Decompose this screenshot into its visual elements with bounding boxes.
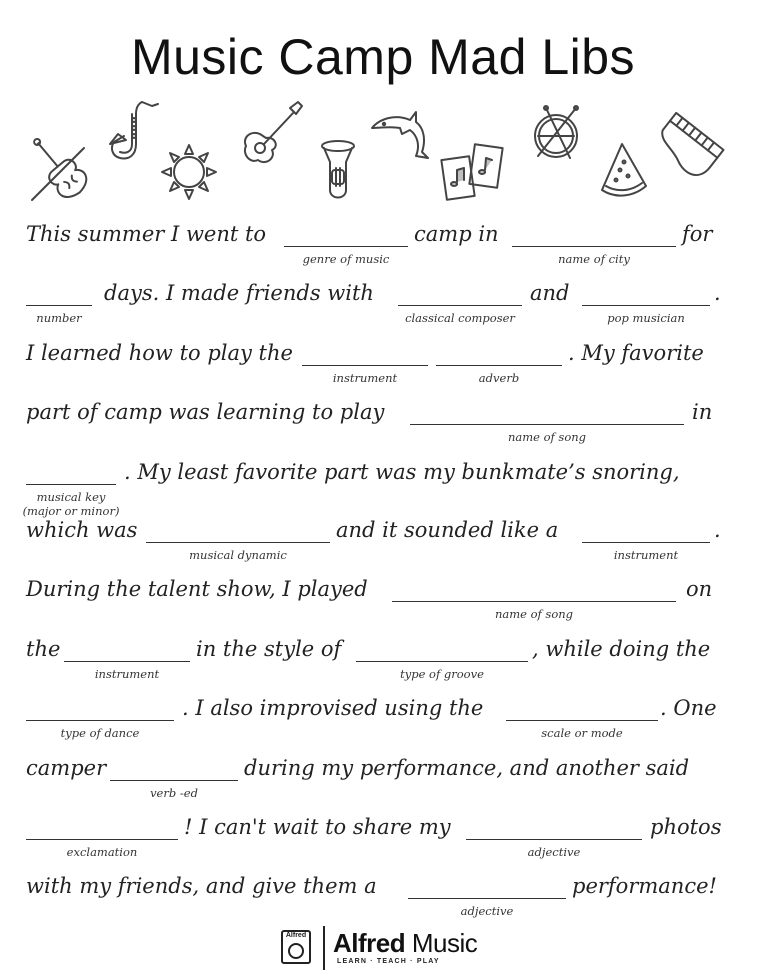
page-title: Music Camp Mad Libs <box>130 29 636 85</box>
madlib-line-1 <box>26 222 726 276</box>
blank-caption: musical dynamic <box>189 548 287 562</box>
blank-caption: genre of music <box>302 252 390 266</box>
line-text: in the style of <box>196 637 342 661</box>
line-text: for <box>682 222 713 246</box>
blank-field[interactable] <box>26 305 92 306</box>
blank-field[interactable] <box>284 246 408 247</box>
logo-divider <box>323 926 325 970</box>
violin-icon <box>24 130 94 209</box>
madlib-line-4 <box>26 400 726 454</box>
blank-field[interactable] <box>356 661 528 662</box>
blank-field[interactable] <box>466 839 642 840</box>
blank-caption: verb -ed <box>150 786 198 800</box>
logo-mark-icon <box>288 943 304 959</box>
guitar-icon <box>238 100 304 174</box>
blank-field[interactable] <box>582 305 710 306</box>
line-text: in <box>692 400 713 424</box>
line-text: . My least favorite part was my bunkmate’s snoring, <box>124 460 680 484</box>
sheet-music-icon <box>440 142 508 206</box>
blank-field[interactable] <box>146 542 330 543</box>
blank-field[interactable] <box>110 780 238 781</box>
footer <box>0 926 766 974</box>
line-text: performance! <box>572 874 717 898</box>
line-text: During the talent show, I played <box>26 577 368 601</box>
blank-field[interactable] <box>436 365 562 366</box>
blank-caption: scale or mode <box>541 726 623 740</box>
watermelon-icon <box>598 140 650 204</box>
blank-caption: instrument <box>94 667 160 681</box>
blank-caption: exclamation <box>66 845 138 859</box>
line-text: the <box>26 637 61 661</box>
line-text: . <box>714 518 721 542</box>
blank-caption: adjective <box>527 845 581 859</box>
madlib-line-5 <box>22 460 726 518</box>
blank-caption: name of song <box>507 430 587 444</box>
dolphin-icon <box>370 108 430 166</box>
blank-caption: type of groove <box>400 667 484 681</box>
blank-caption: musical key <box>36 490 106 504</box>
blank-field[interactable] <box>26 839 178 840</box>
line-text: . I also improvised using the <box>182 696 484 720</box>
alfred-small-logo <box>281 930 311 964</box>
madlib-line-8 <box>26 637 726 691</box>
line-text: This summer I went to <box>26 222 267 246</box>
piano-icon <box>654 108 726 184</box>
line-text: with my friends, and give them a <box>26 874 377 898</box>
madlib-line-12 <box>26 874 726 928</box>
madlib-line-10 <box>26 756 726 810</box>
line-text: . One <box>660 696 717 720</box>
madlib-line-6 <box>26 518 726 572</box>
saxophone-icon <box>102 98 164 168</box>
line-text: camper <box>26 756 107 780</box>
blank-field[interactable] <box>26 720 174 721</box>
blank-caption: instrument <box>332 371 398 385</box>
madlib-line-2 <box>26 281 726 335</box>
blank-field[interactable] <box>302 365 428 366</box>
line-text: , while doing the <box>532 637 711 661</box>
line-text: ! I can't wait to share my <box>184 815 451 839</box>
line-text: and it sounded like a <box>336 518 559 542</box>
drum-icon <box>530 104 584 168</box>
blank-field[interactable] <box>512 246 676 247</box>
line-text: days. I made friends with <box>104 281 374 305</box>
blank-caption: (major or minor) <box>22 504 120 518</box>
line-text: and <box>530 281 570 305</box>
blank-field[interactable] <box>398 305 522 306</box>
icon-row <box>0 0 766 210</box>
brand-bold: Alfred <box>333 928 406 958</box>
tuba-icon <box>312 138 364 208</box>
brand-tagline: LEARN · TEACH · PLAY <box>337 958 440 965</box>
blank-caption: instrument <box>613 548 679 562</box>
blank-caption: name of city <box>558 252 630 266</box>
blank-field[interactable] <box>582 542 710 543</box>
blank-caption: adjective <box>460 904 514 918</box>
blank-caption: adverb <box>478 371 520 385</box>
line-text: . <box>714 281 721 305</box>
sun-icon <box>157 141 221 207</box>
brand-name <box>333 928 477 959</box>
line-text: part of camp was learning to play <box>26 400 385 424</box>
blank-field[interactable] <box>410 424 684 425</box>
small-logo-text: Alfred <box>285 932 307 939</box>
blank-caption: type of dance <box>60 726 140 740</box>
blank-field[interactable] <box>506 720 658 721</box>
blank-field[interactable] <box>26 484 116 485</box>
line-text: . My favorite <box>568 341 704 365</box>
brand-light: Music <box>405 928 478 958</box>
blank-caption: name of song <box>494 607 574 621</box>
madlib-line-3 <box>26 341 726 395</box>
madlib-line-11 <box>26 815 726 869</box>
line-text: I learned how to play the <box>26 341 293 365</box>
blank-field[interactable] <box>64 661 190 662</box>
blank-caption: classical composer <box>405 311 515 325</box>
blank-caption: pop musician <box>607 311 685 325</box>
blank-field[interactable] <box>392 601 676 602</box>
blank-caption: number <box>36 311 82 325</box>
line-text: on <box>686 577 713 601</box>
madlib-line-7 <box>26 577 726 631</box>
line-text: which was <box>26 518 138 542</box>
line-text: photos <box>650 815 722 839</box>
blank-field[interactable] <box>408 898 566 899</box>
line-text: during my performance, and another said <box>244 756 690 780</box>
line-text: camp in <box>414 222 499 246</box>
madlib-line-9 <box>26 696 726 750</box>
